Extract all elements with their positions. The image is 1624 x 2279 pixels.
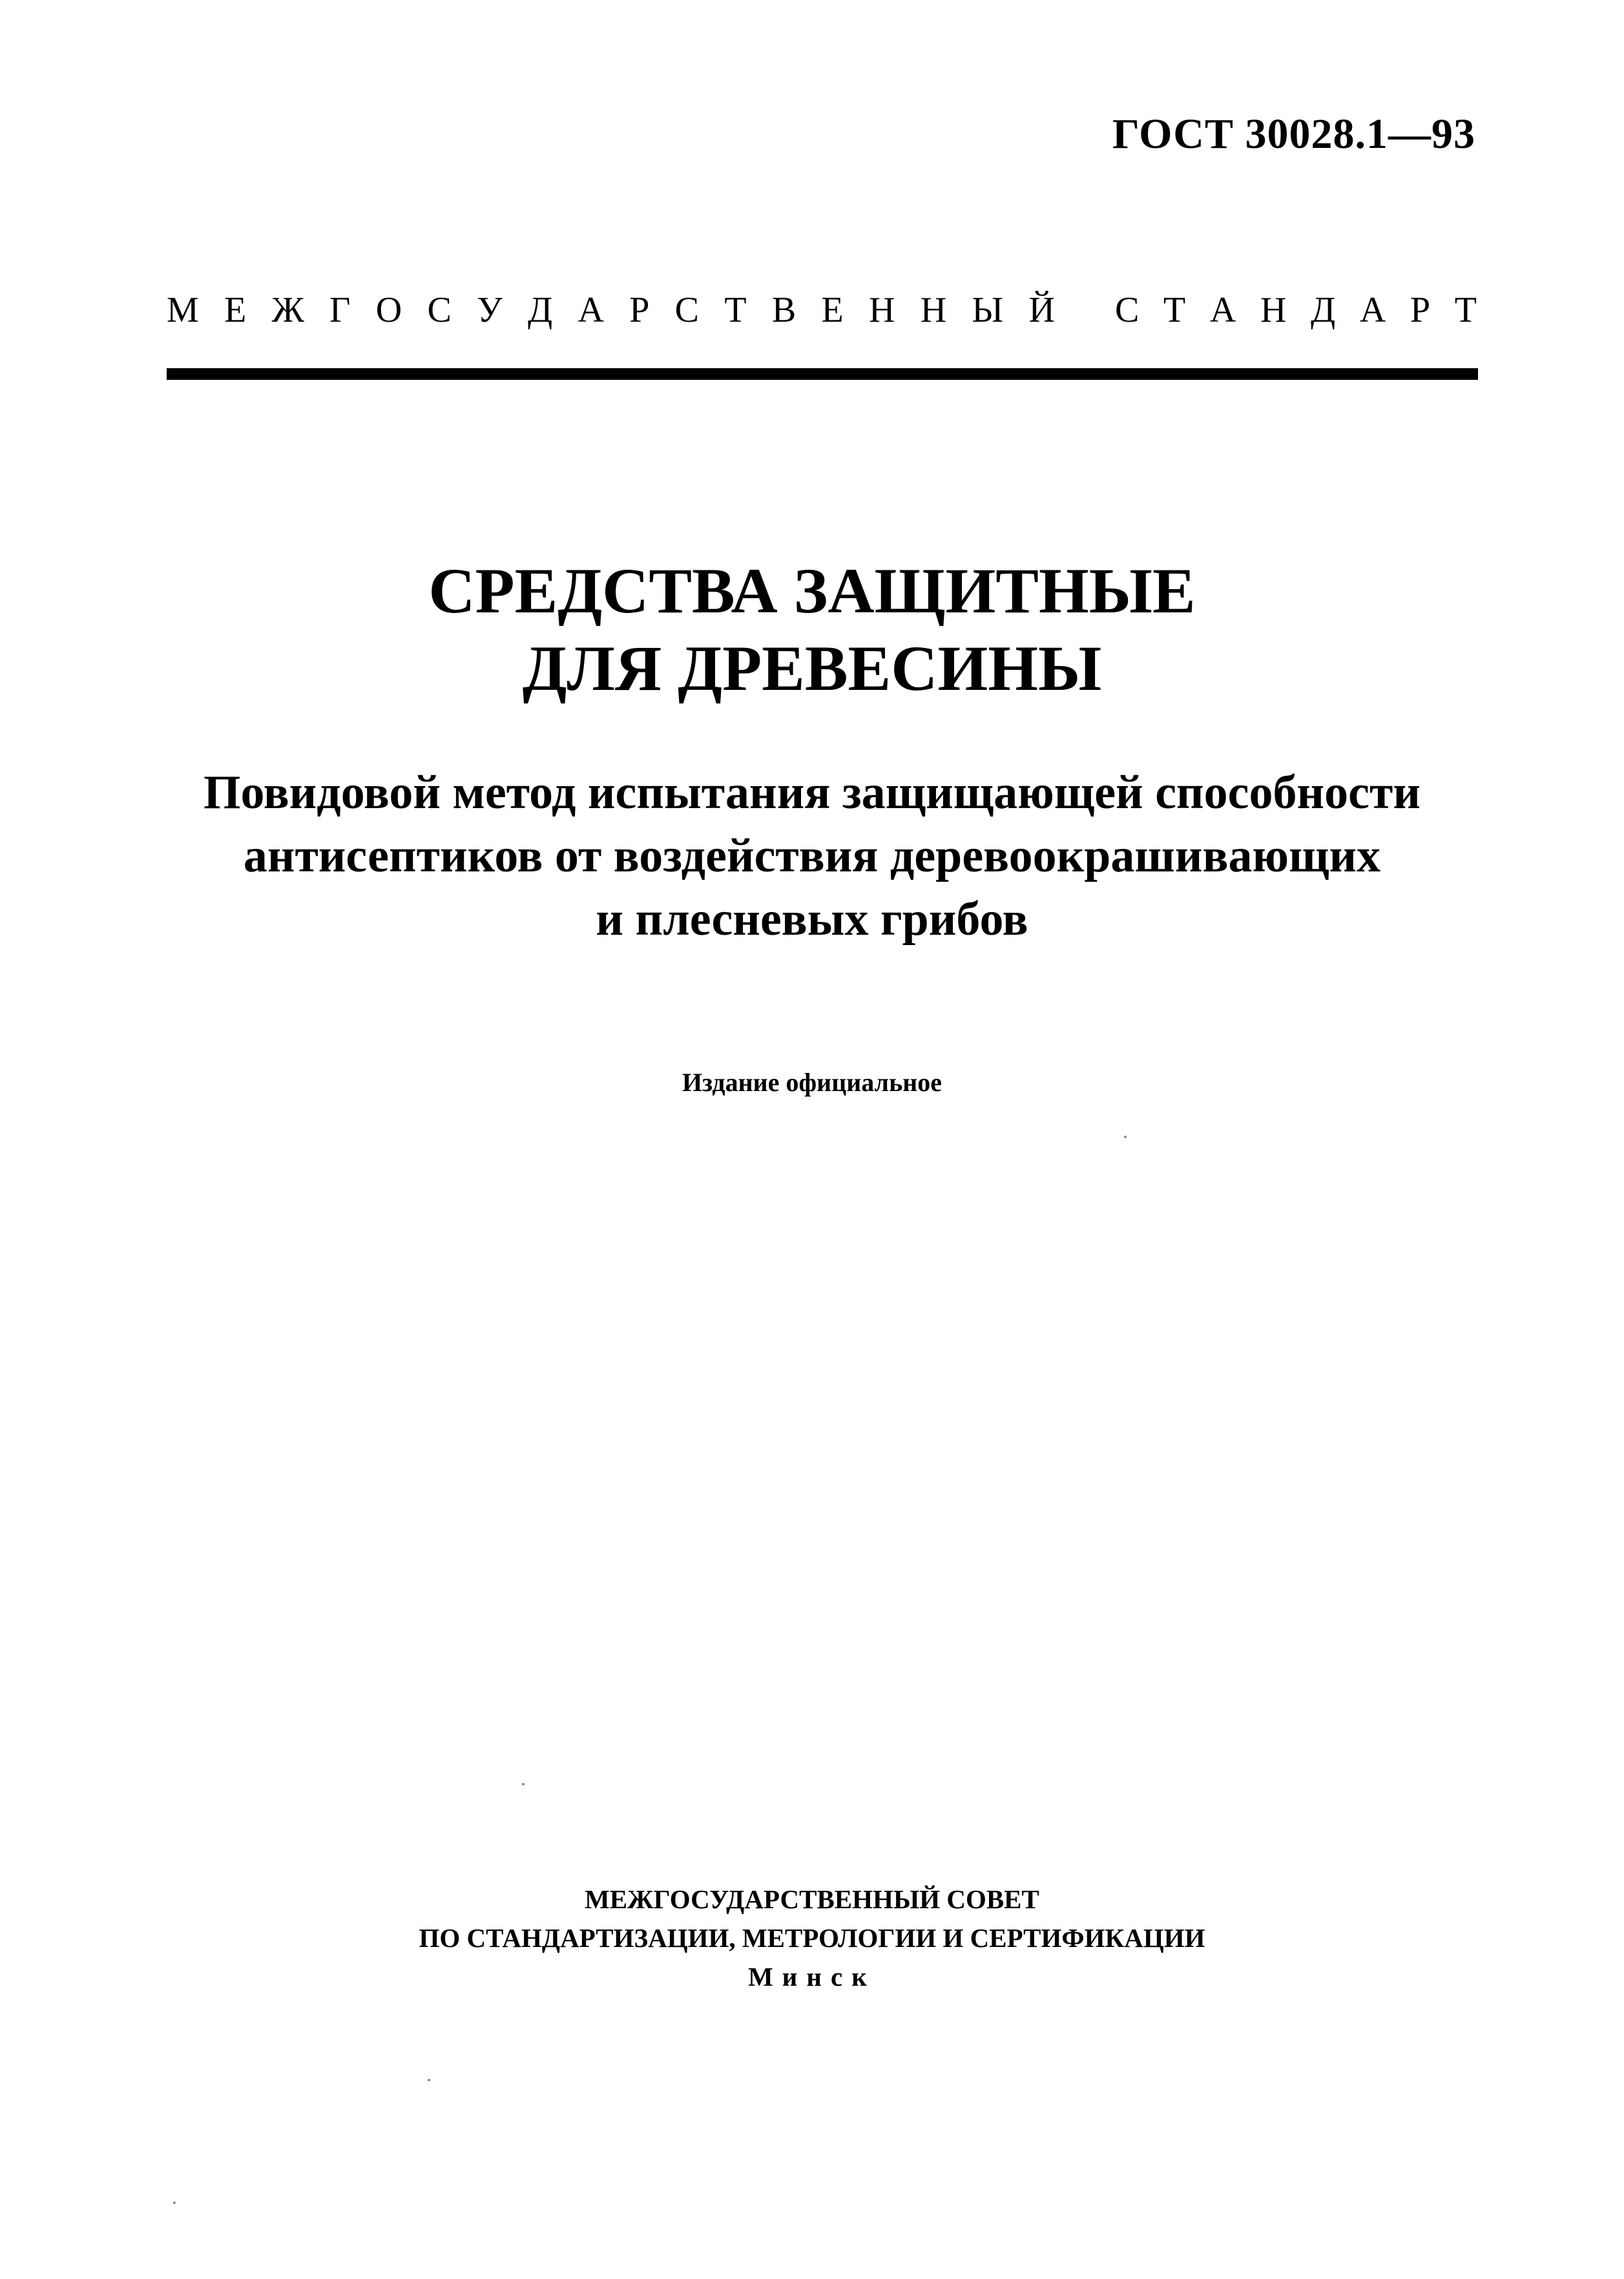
letter: Д: [528, 290, 553, 330]
letter: Т: [724, 290, 747, 330]
letter: Е: [821, 290, 844, 330]
letter: А: [1359, 290, 1386, 330]
publisher-line-2: ПО СТАНДАРТИЗАЦИИ, МЕТРОЛОГИИ И СЕРТИФИКАЦИИ: [419, 1923, 1205, 1953]
letter: О: [375, 290, 402, 330]
publisher-city: Минск: [748, 1962, 876, 1992]
letter: Т: [1163, 290, 1186, 330]
letter: Н: [920, 290, 947, 330]
publisher-line-1: МЕЖГОСУДАРСТВЕННЫЙ СОВЕТ: [585, 1884, 1039, 1914]
document-subtitle: [0, 761, 1624, 951]
scan-speck: [173, 2201, 176, 2204]
letter: М: [167, 290, 199, 330]
standard-type-word-2: [1115, 289, 1477, 331]
subtitle-line-1: Повидовой метод испытания защищающей способности: [203, 766, 1421, 819]
scan-speck: [522, 1783, 525, 1785]
letter: Д: [1311, 290, 1336, 330]
letter: Т: [1454, 290, 1477, 330]
letter: У: [477, 290, 503, 330]
letter: А: [1209, 290, 1236, 330]
letter: В: [771, 290, 796, 330]
document-number: ГОСТ 30028.1—93: [1112, 110, 1475, 158]
letter: Ы: [972, 290, 1004, 330]
letter: С: [674, 290, 700, 330]
scan-speck: [428, 2079, 430, 2081]
subtitle-line-3: и плесневых грибов: [596, 893, 1028, 946]
document-title: [0, 552, 1624, 707]
letter: Е: [224, 290, 247, 330]
letter: Й: [1028, 290, 1055, 330]
publisher-block: [0, 1880, 1624, 1996]
letter: С: [1115, 290, 1140, 330]
header-rule: [167, 368, 1478, 380]
letter: Ж: [271, 290, 304, 330]
letter: Р: [629, 290, 650, 330]
letter: Р: [1410, 290, 1431, 330]
title-line-1: СРЕДСТВА ЗАЩИТНЫЕ: [428, 555, 1196, 627]
subtitle-line-2: антисептиков от воздействия деревоокрашивающих: [243, 829, 1381, 882]
letter: Н: [868, 290, 895, 330]
letter: С: [427, 290, 452, 330]
letter: Г: [329, 290, 351, 330]
letter: А: [578, 290, 604, 330]
letter: Н: [1260, 290, 1287, 330]
standard-type-word-1: [167, 289, 1055, 331]
scan-speck: [1124, 1136, 1127, 1138]
standard-type-heading: [167, 289, 1477, 331]
edition-label: Издание официальное: [682, 1068, 942, 1097]
title-line-2: ДЛЯ ДРЕВЕСИНЫ: [522, 632, 1102, 704]
